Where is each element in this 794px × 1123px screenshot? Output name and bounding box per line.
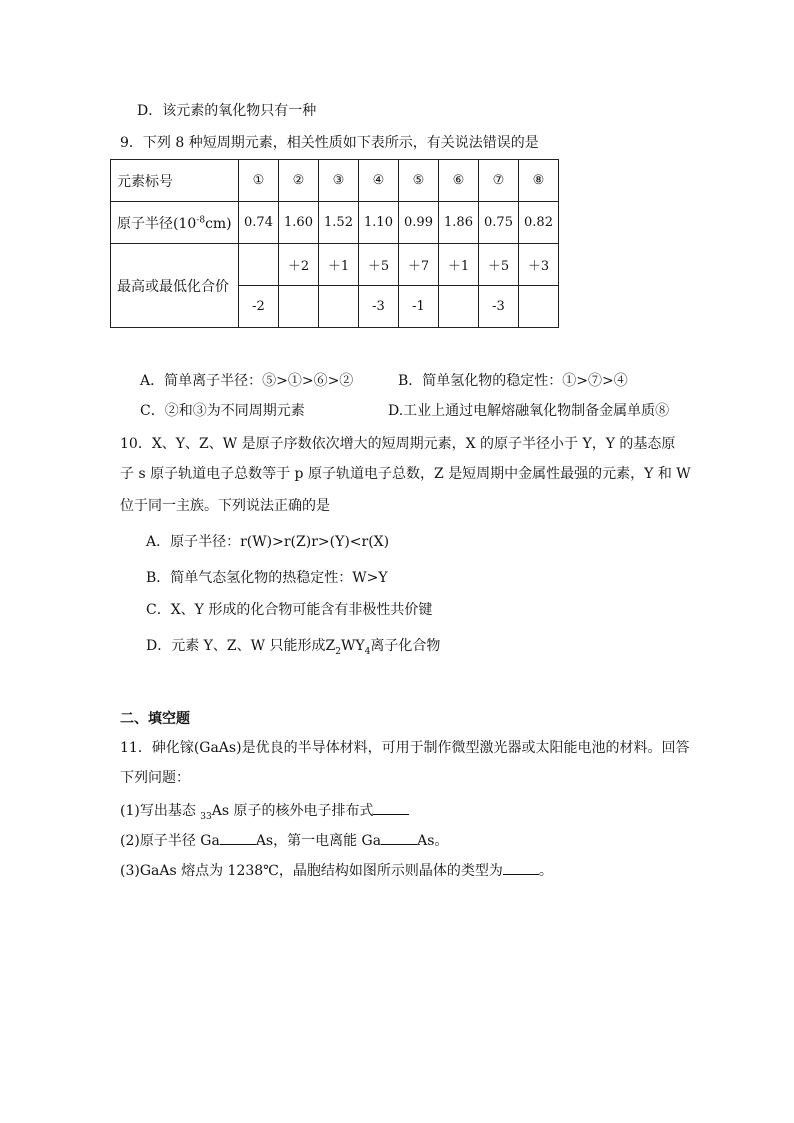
table-row bbox=[111, 244, 559, 286]
q10-stem-line1: 10．X、Y、Z、W 是原子序数依次增大的短周期元素，X 的原子半径小于 Y，Y 的基态原 bbox=[120, 436, 676, 452]
symbol-cell: ② bbox=[279, 160, 319, 202]
q10-stem-line2: 子 s 原子轨道电子总数等于 p 原子轨道电子总数，Z 是短周期中金属性最强的元素，Y 和 W bbox=[120, 466, 691, 482]
symbol-cell: ④ bbox=[359, 160, 399, 202]
symbol-cell: ③ bbox=[319, 160, 359, 202]
highest-valence-cell: ＋5 bbox=[359, 244, 399, 286]
q10-stem-line3: 位于同一主族。下列说法正确的是 bbox=[120, 498, 330, 514]
radius-cell: 0.82 bbox=[519, 202, 559, 244]
q10-option-d: D．元素 Y、Z、W 只能形成$Z_2WY_4$离子化合物 bbox=[146, 638, 441, 657]
answer-blank[interactable] bbox=[220, 830, 256, 845]
radius-cell: 1.10 bbox=[359, 202, 399, 244]
symbol-cell: ⑦ bbox=[479, 160, 519, 202]
highest-valence-cell bbox=[239, 244, 279, 286]
highest-valence-cell: ＋1 bbox=[439, 244, 479, 286]
radius-cell: 1.60 bbox=[279, 202, 319, 244]
table-row bbox=[111, 160, 559, 202]
radius-cell: 0.75 bbox=[479, 202, 519, 244]
q11-stem-line2: 下列问题： bbox=[120, 770, 190, 786]
q8-option-d: D．该元素的氧化物只有一种 bbox=[137, 103, 317, 119]
q9-option-b: B．简单氢化物的稳定性：①>⑦>④ bbox=[398, 373, 628, 389]
symbol-cell: ① bbox=[239, 160, 279, 202]
radius-cell: 0.74 bbox=[239, 202, 279, 244]
element-properties-table bbox=[110, 159, 559, 328]
row-label-radius: 原子半径$(10^{-8}cm)$ bbox=[111, 202, 239, 244]
q10-option-b: B．简单气态氢化物的热稳定性：W>Y bbox=[146, 570, 388, 586]
answer-blank[interactable] bbox=[373, 800, 409, 815]
q9-stem: 9．下列 8 种短周期元素，相关性质如下表所示，有关说法错误的是 bbox=[120, 135, 539, 151]
symbol-cell: ⑧ bbox=[519, 160, 559, 202]
symbol-cell: ⑥ bbox=[439, 160, 479, 202]
lowest-valence-cell: -2 bbox=[239, 286, 279, 328]
highest-valence-cell: ＋2 bbox=[279, 244, 319, 286]
highest-valence-cell: ＋5 bbox=[479, 244, 519, 286]
highest-valence-cell: ＋1 bbox=[319, 244, 359, 286]
q11-part1: (1)写出基态 $_{33}$As 原子的核外电子排布式 bbox=[120, 800, 409, 827]
lowest-valence-cell bbox=[439, 286, 479, 328]
lowest-valence-cell bbox=[319, 286, 359, 328]
q9-option-a: A．简单离子半径：⑤>①>⑥>② bbox=[140, 373, 354, 389]
radius-cell: 1.52 bbox=[319, 202, 359, 244]
table-row bbox=[111, 202, 559, 244]
q10-option-a: A．原子半径：r(W)>r(Z)r>(Y)<r(X) bbox=[146, 534, 390, 550]
lowest-valence-cell bbox=[519, 286, 559, 328]
q11-part3: (3)GaAs 熔点为 1238℃，晶胞结构如图所示则晶体的类型为 。 bbox=[120, 860, 553, 881]
lowest-valence-cell: -3 bbox=[359, 286, 399, 328]
radius-cell: 1.86 bbox=[439, 202, 479, 244]
row-label-symbol: 元素标号 bbox=[111, 160, 239, 202]
q9-option-d: D.工业上通过电解熔融氧化物制备金属单质⑧ bbox=[388, 403, 670, 419]
q11-stem-line1: 11．砷化镓(GaAs)是优良的半导体材料，可用于制作微型激光器或太阳能电池的材料。回答 bbox=[120, 740, 690, 756]
radius-cell: 0.99 bbox=[399, 202, 439, 244]
lowest-valence-cell: -3 bbox=[479, 286, 519, 328]
section-title: 二、填空题 bbox=[120, 711, 190, 727]
symbol-cell: ⑤ bbox=[399, 160, 439, 202]
answer-blank[interactable] bbox=[381, 830, 417, 845]
highest-valence-cell: ＋7 bbox=[399, 244, 439, 286]
lowest-valence-cell: -1 bbox=[399, 286, 439, 328]
highest-valence-cell: ＋3 bbox=[519, 244, 559, 286]
answer-blank[interactable] bbox=[503, 860, 539, 875]
lowest-valence-cell bbox=[279, 286, 319, 328]
q10-option-c: C．X、Y 形成的化合物可能含有非极性共价键 bbox=[146, 602, 433, 618]
q9-option-c: C．②和③为不同周期元素 bbox=[140, 403, 305, 419]
row-label-valence: 最高或最低化合价 bbox=[111, 244, 239, 328]
q11-part2: (2)原子半径 Ga As，第一电离能 Ga As。 bbox=[120, 830, 448, 851]
